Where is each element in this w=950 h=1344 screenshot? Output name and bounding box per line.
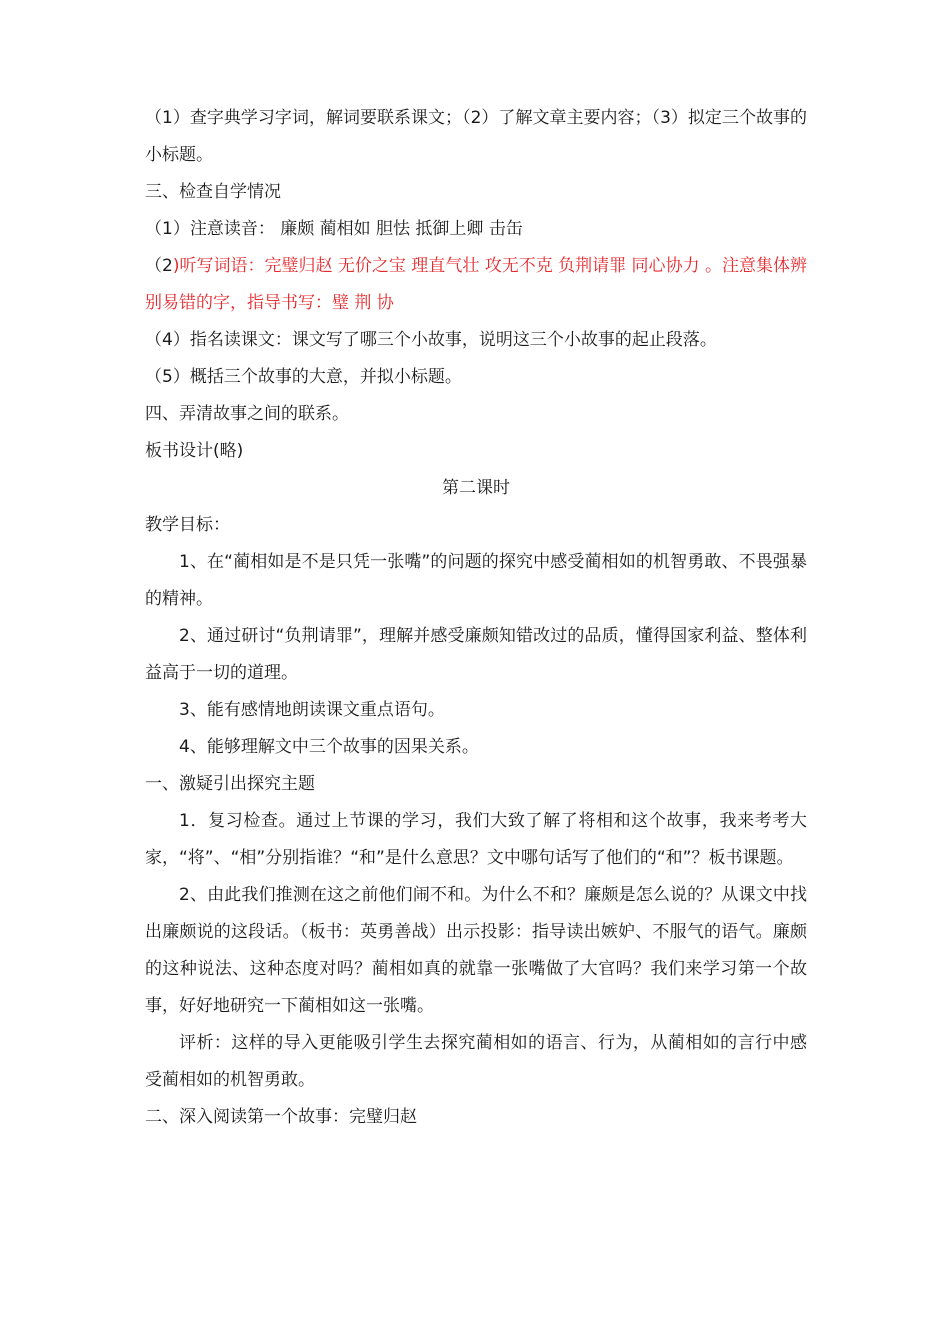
paragraph-self-study-tasks: （1）查字典学习字词，解词要联系课文；（2）了解文章主要内容；（3）拟定三个故事的小标题。	[145, 108, 807, 165]
heading-check-self-study: 三、检查自学情况	[145, 182, 281, 202]
heading-story-connection: 四、弄清故事之间的联系。	[145, 404, 349, 424]
paragraph-summarize: （5）概括三个故事的大意，并拟小标题。	[145, 367, 462, 387]
goal-item-3: 3、能有感情地朗读课文重点语句。	[179, 700, 445, 720]
heading-teaching-goals: 教学目标：	[145, 515, 230, 535]
document-body	[145, 100, 807, 1136]
paragraph-read-aloud: （4）指名读课文：课文写了哪三个小故事，说明这三个小故事的起止段落。	[145, 330, 717, 350]
paragraph-commentary: 评析：这样的导入更能吸引学生去探究蔺相如的语言、行为，从蔺相如的言行中感受蔺相如的机智勇敢。	[145, 1033, 807, 1090]
heading-first-story: 二、深入阅读第一个故事：完璧归赵	[145, 1107, 417, 1127]
dictation-words-highlight: )听写词语：完璧归赵 无价之宝 理直气壮 攻无不克 负荆请罪 同心协力 。注意集体辨别易错的字，指导书写：璧 荆 协	[145, 256, 807, 313]
goal-item-1: 1、在“蔺相如是不是只凭一张嘴”的问题的探究中感受蔺相如的机智勇敢、不畏强暴的精神。	[145, 552, 807, 609]
goal-item-4: 4、能够理解文中三个故事的因果关系。	[179, 737, 479, 757]
heading-inquiry-theme: 一、激疑引出探究主题	[145, 774, 315, 794]
section-title-second-lesson: 第二课时	[442, 478, 510, 498]
goal-item-2: 2、通过研讨“负荆请罪”，理解并感受廉颇知错改过的品质，懂得国家利益、整体利益高于一切的道理。	[145, 626, 807, 683]
paragraph-speculation: 2、由此我们推测在这之前他们闹不和。为什么不和？廉颇是怎么说的？从课文中找出廉颇说的这段话。（板书：英勇善战）出示投影：指导读出嫉妒、不服气的语气。廉颇的这种说法、这种态度对吗？蔺相如真的就靠一张嘴做了大官吗？我们来学习第一个故事，好好地研究一下蔺相如这一张嘴。	[145, 885, 807, 1016]
dictation-number: （2	[145, 256, 173, 276]
paragraph-dictation	[145, 248, 807, 322]
paragraph-board-design: 板书设计(略)	[145, 441, 244, 461]
paragraph-pronunciation: （1）注意读音： 廉颇 蔺相如 胆怯 抵御上卿 击缶	[145, 219, 523, 239]
paragraph-review-check: 1．复习检查。通过上节课的学习，我们大致了解了将相和这个故事，我来考考大家，“将”、“相”分别指谁？“和”是什么意思？文中哪句话写了他们的“和”？板书课题。	[145, 811, 807, 868]
